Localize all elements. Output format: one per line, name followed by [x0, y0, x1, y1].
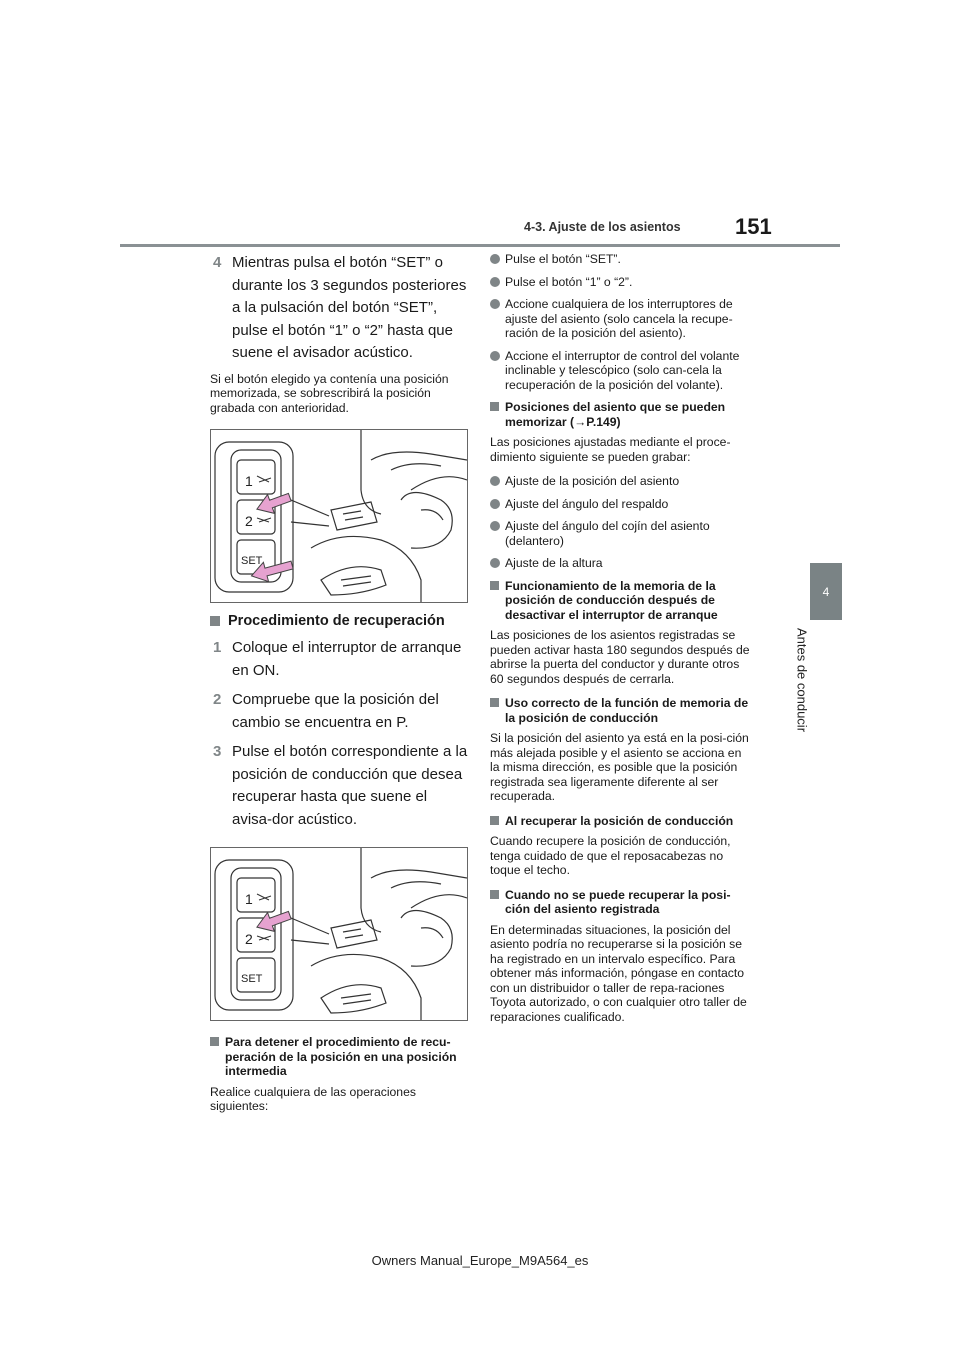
press-arrow-icon	[253, 906, 293, 937]
square-bullet-icon	[210, 1037, 219, 1046]
chapter-label	[794, 610, 810, 750]
button-2-label: 2	[245, 931, 253, 947]
step-text: Coloque el interruptor de arranque en ON.	[232, 639, 462, 679]
figure-set-memory	[210, 429, 468, 603]
bullet-text: Pulse el botón “SET”.	[505, 252, 621, 266]
step-text: Pulse el botón correspondiente a la posición de conducción que desea recuperar hasta que suene el avisa-dor acústico.	[232, 743, 468, 828]
bullet-text: Ajuste de la altura	[505, 556, 603, 570]
footer: Owners Manual_Europe_M9A564_es	[371, 1253, 589, 1268]
round-bullet-icon	[490, 299, 500, 309]
button-set-label: SET	[241, 973, 263, 985]
bullet-text: Accione el interruptor de control del volante inclinable y telescópico (solo can-cela la recuperación de la posición del volante).	[505, 348, 740, 392]
round-bullet-icon	[490, 254, 500, 264]
memory-off-text: Las posiciones de los asientos registradas se pueden activar hasta 180 segundos después de abrirse la puerta del conductor y durante otros 60 segundos después de cerrarla.	[490, 628, 750, 686]
stop-title	[210, 1035, 468, 1079]
bullet-text: Ajuste del ángulo del respaldo	[505, 496, 669, 511]
step-number: 1	[213, 639, 222, 656]
positions-text: Las posiciones ajustadas mediante el proce-dimiento siguiente se pueden grabar:	[490, 435, 731, 464]
cannot-recall-text: En determinadas situaciones, la posición del asiento podría no recuperarse si la posición se ha registrado en un intervalo específico. Para obtener más información, póngase en contacto con un distribuidor o taller de repa-raciones Toyota autorizado, o con cualquier otro taller de reparaciones cualificado.	[490, 922, 747, 1024]
correct-use-title	[490, 696, 750, 725]
square-bullet-icon	[490, 890, 499, 899]
figure-recall	[210, 847, 468, 1021]
memory-switch-illustration	[211, 430, 467, 602]
stop-bullet	[490, 297, 750, 341]
round-bullet-icon	[490, 521, 500, 531]
round-bullet-icon	[490, 558, 500, 568]
cannot-recall-title	[490, 888, 750, 917]
recall-title	[490, 814, 750, 829]
memory-off-title	[490, 579, 750, 623]
positions-bullet	[490, 497, 750, 512]
recovery-step-2	[210, 689, 468, 734]
round-bullet-icon	[490, 476, 500, 486]
square-bullet-icon	[490, 581, 499, 590]
section-header: 4-3. Ajuste de los asientos	[524, 220, 681, 234]
positions-title-text: Posiciones del asiento que se pueden memorizar (→P.149)	[505, 400, 726, 429]
step-text: Compruebe que la posición del cambio se encuentra en P.	[232, 691, 439, 731]
press-arrow-icon	[249, 488, 295, 586]
overwrite-note: Si el botón elegido ya contenía una posición memorizada, se sobrescribirá la posición grabada con anterioridad.	[210, 371, 449, 415]
positions-title	[490, 400, 750, 429]
recovery-title-text: Procedimiento de recuperación	[228, 613, 445, 629]
left-column	[210, 252, 468, 1124]
stop-bullet	[490, 252, 750, 267]
recovery-title	[210, 613, 468, 629]
stop-bullet	[490, 275, 750, 290]
button-1-label: 1	[245, 473, 253, 489]
step-text: Mientras pulsa el botón “SET” o durante los 3 segundos posteriores a la pulsación del botón “SET”, pulse el botón “1” o “2” hasta que suene el avisador acústico.	[232, 254, 467, 361]
bullet-text: Ajuste del ángulo del cojín del asiento (delantero)	[505, 519, 710, 548]
stop-text: Realice cualquiera de las operaciones siguientes:	[210, 1084, 416, 1113]
correct-use-title-text: Uso correcto de la función de memoria de la posición de conducción	[505, 696, 749, 725]
square-bullet-icon	[490, 816, 499, 825]
step-4	[210, 252, 468, 365]
right-column	[490, 252, 750, 1034]
recall-switch-illustration	[211, 848, 467, 1020]
button-set-label: SET	[241, 555, 263, 567]
chapter-tab	[810, 563, 842, 620]
bullet-text: Pulse el botón “1” o “2”.	[505, 274, 633, 289]
chapter-number: 4	[822, 584, 830, 599]
recovery-step-3	[210, 741, 468, 831]
button-2-label: 2	[245, 513, 253, 529]
positions-bullet	[490, 556, 750, 571]
round-bullet-icon	[490, 277, 500, 287]
positions-bullet	[490, 519, 750, 548]
cannot-recall-title-text: Cuando no se puede recuperar la posi-ción del asiento registrada	[505, 887, 731, 916]
step-number: 3	[213, 743, 222, 760]
step-number: 4	[213, 254, 222, 271]
header-rule	[120, 244, 840, 247]
memory-off-title-text: Funcionamiento de la memoria de la posición de conducción después de desactivar el interruptor de arranque	[505, 578, 718, 622]
square-bullet-icon	[490, 698, 499, 707]
stop-bullet	[490, 349, 750, 393]
square-bullet-icon	[490, 402, 499, 411]
round-bullet-icon	[490, 499, 500, 509]
page-number: 151	[735, 214, 772, 239]
round-bullet-icon	[490, 351, 500, 361]
recall-text: Cuando recupere la posición de conducción, tenga cuidado de que el reposacabezas no toque el techo.	[490, 834, 731, 877]
chapter-label-text: Antes de conducir	[794, 627, 810, 733]
step-number: 2	[213, 691, 222, 708]
positions-bullet	[490, 474, 750, 489]
stop-title-text: Para detener el procedimiento de recu-peración de la posición en una posición intermedia	[225, 1035, 457, 1078]
recovery-step-1	[210, 637, 468, 682]
recall-title-text: Al recuperar la posición de conducción	[505, 813, 734, 828]
square-bullet-icon	[210, 616, 220, 626]
button-1-label: 1	[245, 891, 253, 907]
bullet-text: Accione cualquiera de los interruptores de ajuste del asiento (solo cancela la recupe-ración de la posición del asiento).	[505, 297, 733, 340]
correct-use-text: Si la posición del asiento ya está en la posi-ción más alejada posible y el asiento se acciona en la misma dirección, es posible que la posición registrada sea ligeramente diferente al ser recuperada.	[490, 731, 749, 803]
bullet-text: Ajuste de la posición del asiento	[505, 474, 680, 488]
